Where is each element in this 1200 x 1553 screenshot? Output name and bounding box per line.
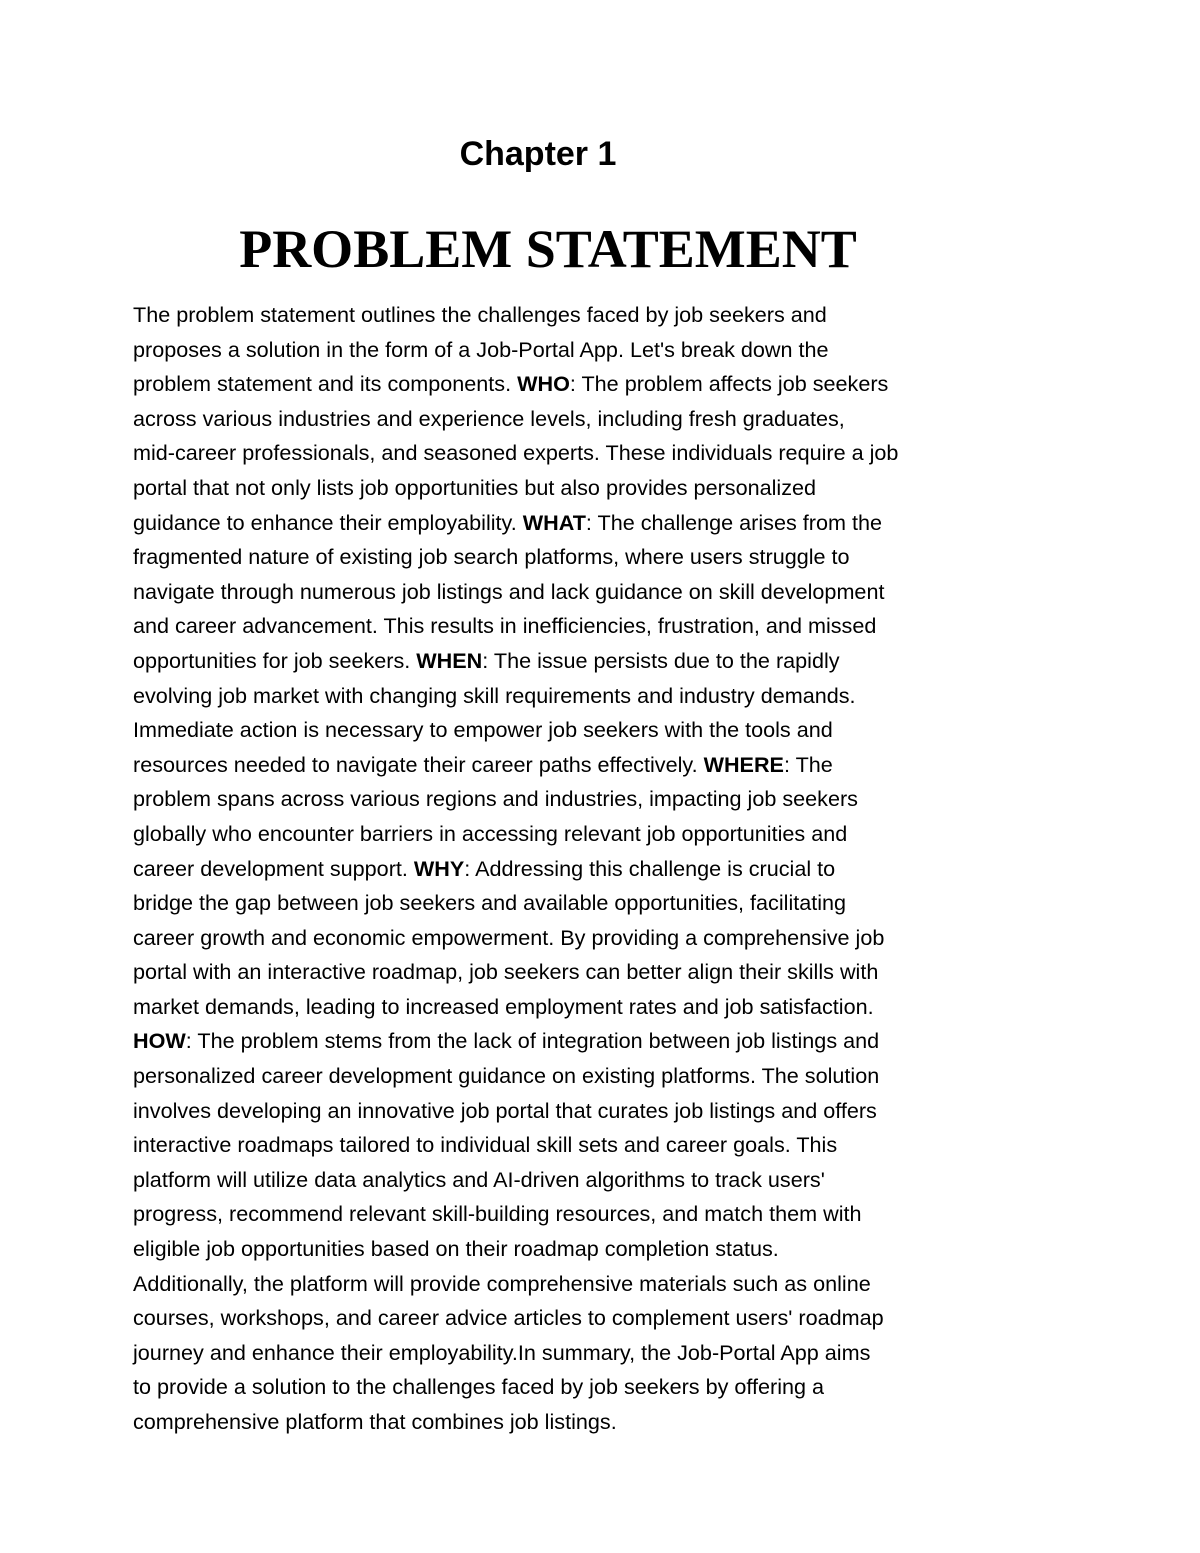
text-line (133, 1232, 983, 1267)
text-segment: The problem statement outlines the challenges faced by job seekers and (133, 302, 827, 327)
text-line (133, 1301, 983, 1336)
text-segment: problem statement and its components. (133, 371, 518, 397)
text-segment: portal with an interactive roadmap, job seekers can better align their skills with (133, 959, 879, 985)
text-segment: resources needed to navigate their career paths effectively. (133, 751, 704, 777)
text-line (133, 886, 983, 921)
text-line (133, 471, 983, 506)
text-segment: guidance to enhance their employability. (133, 509, 523, 535)
text-segment: Immediate action is necessary to empower job seekers with the tools and (133, 717, 833, 743)
text-line (133, 748, 983, 783)
text-segment: navigate through numerous job listings and lack guidance on skill development (133, 578, 885, 604)
text-line (133, 333, 983, 368)
text-segment: involves developing an innovative job portal that curates job listings and offers (133, 1097, 877, 1123)
text-segment: interactive roadmaps tailored to individual skill sets and career goals. This (133, 1132, 838, 1158)
text-segment: portal that not only lists job opportunities but also provides personalized (133, 474, 817, 500)
text-line (133, 921, 983, 956)
text-line (133, 1405, 983, 1440)
keyword-label: WHEN (416, 647, 483, 673)
text-line (133, 298, 983, 333)
page-title: PROBLEM STATEMENT (239, 219, 857, 279)
text-segment: comprehensive platform that combines job listings. (133, 1409, 617, 1434)
text-segment: bridge the gap between job seekers and available opportunities, facilitating (133, 890, 847, 916)
text-segment: journey and enhance their employability.In summary, the Job-Portal App aims (133, 1339, 871, 1365)
text-line (133, 644, 983, 679)
text-line (133, 402, 983, 437)
text-line (133, 1370, 983, 1405)
text-line (133, 1059, 983, 1094)
text-segment: personalized career development guidance on existing platforms. The solution (133, 1063, 880, 1089)
text-segment: eligible job opportunities based on their roadmap completion status. (133, 1236, 779, 1262)
text-segment: : The (783, 751, 833, 777)
text-segment: fragmented nature of existing job search platforms, where users struggle to (133, 544, 850, 570)
text-segment: market demands, leading to increased employment rates and job satisfaction. (133, 993, 874, 1019)
keyword-label: WHO (517, 371, 570, 397)
text-line (133, 955, 983, 990)
text-segment: opportunities for job seekers. (133, 647, 417, 673)
text-segment: : The challenge arises from the (585, 509, 882, 535)
text-segment: evolving job market with changing skill requirements and industry demands. (133, 682, 856, 708)
text-line (133, 1163, 983, 1198)
text-segment: : The issue persists due to the rapidly (482, 647, 840, 673)
text-line (133, 1094, 983, 1129)
text-line (133, 436, 983, 471)
text-segment: Additionally, the platform will provide comprehensive materials such as online (133, 1270, 871, 1296)
text-line (133, 782, 983, 817)
text-segment: and career advancement. This results in inefficiencies, frustration, and missed (133, 613, 877, 639)
keyword-label: HOW (133, 1028, 186, 1054)
text-line (133, 1024, 983, 1059)
keyword-label: WHERE (703, 751, 784, 777)
text-segment: problem spans across various regions and industries, impacting job seekers (133, 786, 858, 812)
text-line (133, 609, 983, 644)
text-line (133, 990, 983, 1025)
text-segment: proposes a solution in the form of a Job-Portal App. Let's break down the (133, 336, 829, 362)
text-segment: : The problem stems from the lack of integration between job listings and (185, 1028, 880, 1054)
keyword-label: WHAT (522, 509, 586, 535)
text-line (133, 679, 983, 714)
text-segment: : The problem affects job seekers (569, 371, 889, 397)
text-segment: platform will utilize data analytics and AI-driven algorithms to track users' (133, 1166, 825, 1192)
text-line (133, 1128, 983, 1163)
text-line (133, 817, 983, 852)
text-segment: career development support. (133, 855, 414, 881)
text-line (133, 506, 983, 541)
text-segment: globally who encounter barriers in accessing relevant job opportunities and (133, 820, 848, 846)
text-segment: mid-career professionals, and seasoned experts. These individuals require a job (133, 440, 899, 466)
text-segment: : Addressing this challenge is crucial to (464, 855, 836, 881)
text-segment: courses, workshops, and career advice articles to complement users' roadmap (133, 1305, 884, 1331)
text-line (133, 367, 983, 402)
text-segment: across various industries and experience levels, including fresh graduates, (133, 405, 845, 431)
text-line (133, 1336, 983, 1371)
text-line (133, 1267, 983, 1302)
text-line (133, 713, 983, 748)
text-line (133, 575, 983, 610)
text-line (133, 540, 983, 575)
text-line (133, 1197, 983, 1232)
text-segment: to provide a solution to the challenges faced by job seekers by offering a (133, 1374, 825, 1400)
body-paragraph (133, 298, 983, 1440)
chapter-label: Chapter 1 (459, 135, 617, 173)
text-line (133, 852, 983, 887)
text-segment: career growth and economic empowerment. By providing a comprehensive job (133, 924, 885, 950)
text-segment: progress, recommend relevant skill-building resources, and match them with (133, 1201, 862, 1227)
keyword-label: WHY (413, 855, 465, 881)
